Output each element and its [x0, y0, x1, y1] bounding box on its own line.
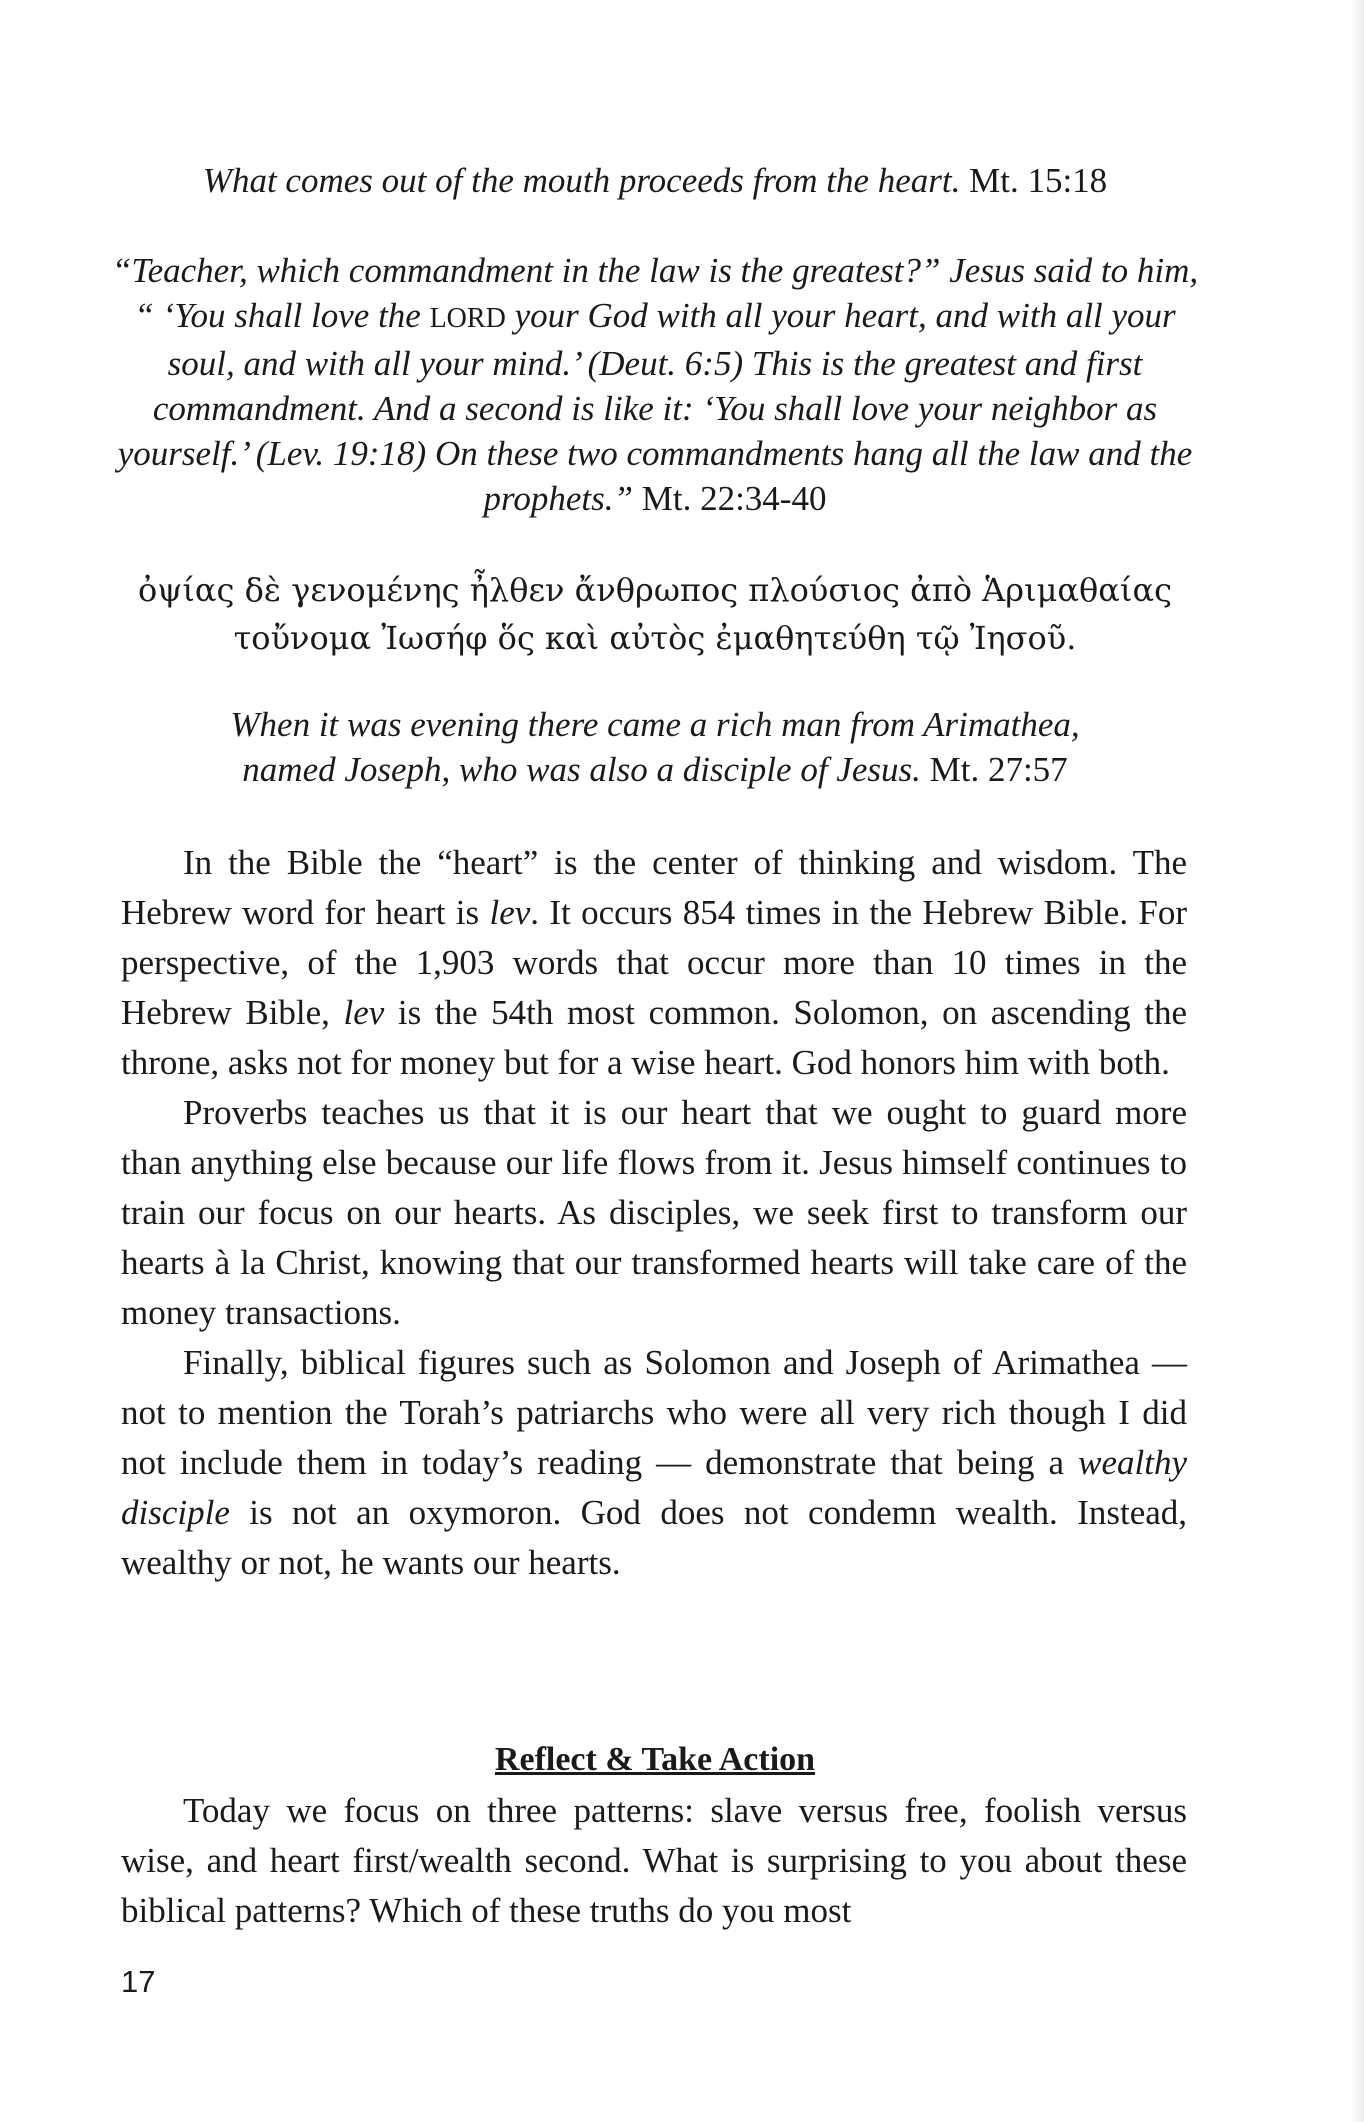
paragraph-reflect: Today we focus on three patterns: slave versus free, foolish versus wise, and heart first/wealth second. What is surprising to you about these biblical patterns? Which of these truths do you most — [121, 1791, 1187, 1930]
scripture-reference: Mt. 22:34-40 — [641, 479, 827, 518]
quote-line-1 — [110, 702, 1200, 747]
paragraph-text: is not an oxymoron. God does not condemn wealth. Instead, wealthy or not, he wants our hearts. — [121, 1493, 1188, 1582]
paragraph-text: In the Bible the “heart” is the center of thinking and wisdom. The Hebrew word for heart is — [121, 843, 1187, 932]
paragraph-text: Finally, biblical figures such as Solomon and Joseph of Arimathea — not to mention the Torah’s patriarchs who were all very rich though I did not include them in today’s reading — demonstrate that being a — [121, 1343, 1187, 1482]
quote-line-2 — [110, 747, 1200, 792]
scripture-reference: Mt. 27:57 — [929, 750, 1068, 789]
paragraph-heart — [121, 838, 1187, 1088]
quote-text-part1: “Teacher, which commandment in the law is the greatest?” Jesus said to him, “ ‘You shall love the — [111, 251, 1199, 335]
emphasis-wealthy-disciple: wealthy disciple — [121, 1443, 1187, 1532]
hebrew-word-lev: lev — [489, 893, 531, 932]
scripture-reference: Mt. 15:18 — [969, 161, 1108, 200]
page-edge — [1350, 0, 1364, 2122]
epigraph-quote-matthew-22 — [110, 248, 1200, 521]
greek-text — [110, 566, 1200, 662]
page-number: 17 — [121, 1964, 156, 1999]
reflect-body-text — [121, 1786, 1187, 1936]
lord-small-caps: LORD — [429, 303, 506, 334]
paragraph-proverbs: Proverbs teaches us that it is our heart that we ought to guard more than anything else because our life flows from it. Jesus himself continues to train our focus on our hearts. As disciples, we seek first to transform our hearts à la Christ, knowing that our transformed hearts will take care of the money transactions. — [121, 1093, 1187, 1332]
epigraph-quote-matthew-27 — [110, 702, 1200, 792]
quote-text: What comes out of the mouth proceeds from the heart. — [202, 161, 961, 200]
paragraph-finally — [121, 1338, 1187, 1588]
section-heading: Reflect & Take Action — [494, 1741, 816, 1778]
greek-line-2: τοὔνομα Ἰωσήφ ὅς καὶ αὐτὸς ἐμαθητεύθη τῷ Ἰησοῦ. — [233, 619, 1077, 657]
hebrew-word-lev: lev — [343, 993, 385, 1032]
greek-line-1: ὀψίας δὲ γενομένης ἦλθεν ἄνθρωπος πλούσιος ἀπὸ Ἁριμαθαίας — [138, 571, 1172, 609]
paragraph-text: . It occurs 854 times in the Hebrew Bible. For perspective, of the 1,903 words that occur more than 10 times in the Hebrew Bible, — [121, 893, 1188, 1032]
quote-line-1-text: When it was evening there came a rich man from Arimathea, — [230, 705, 1080, 744]
quote-line-2-text: named Joseph, who was also a disciple of Jesus. — [242, 750, 921, 789]
epigraph-quote-matthew-15 — [110, 158, 1200, 203]
quote-text-part2: your God with all your heart, and with all your soul, and with all your mind.’ (Deut. 6:5) This is the greatest and first commandment. And a second is like it: ‘You shall love your neighbor as yourself.’ (Lev. 19:18) On these two commandments hang all the law and the prophets.” — [117, 296, 1193, 518]
paragraph-text: is the 54th most common. Solomon, on ascending the throne, asks not for money but for a wise heart. God honors him with both. — [121, 993, 1187, 1082]
body-text — [121, 838, 1187, 1588]
quote-text — [112, 251, 1198, 518]
